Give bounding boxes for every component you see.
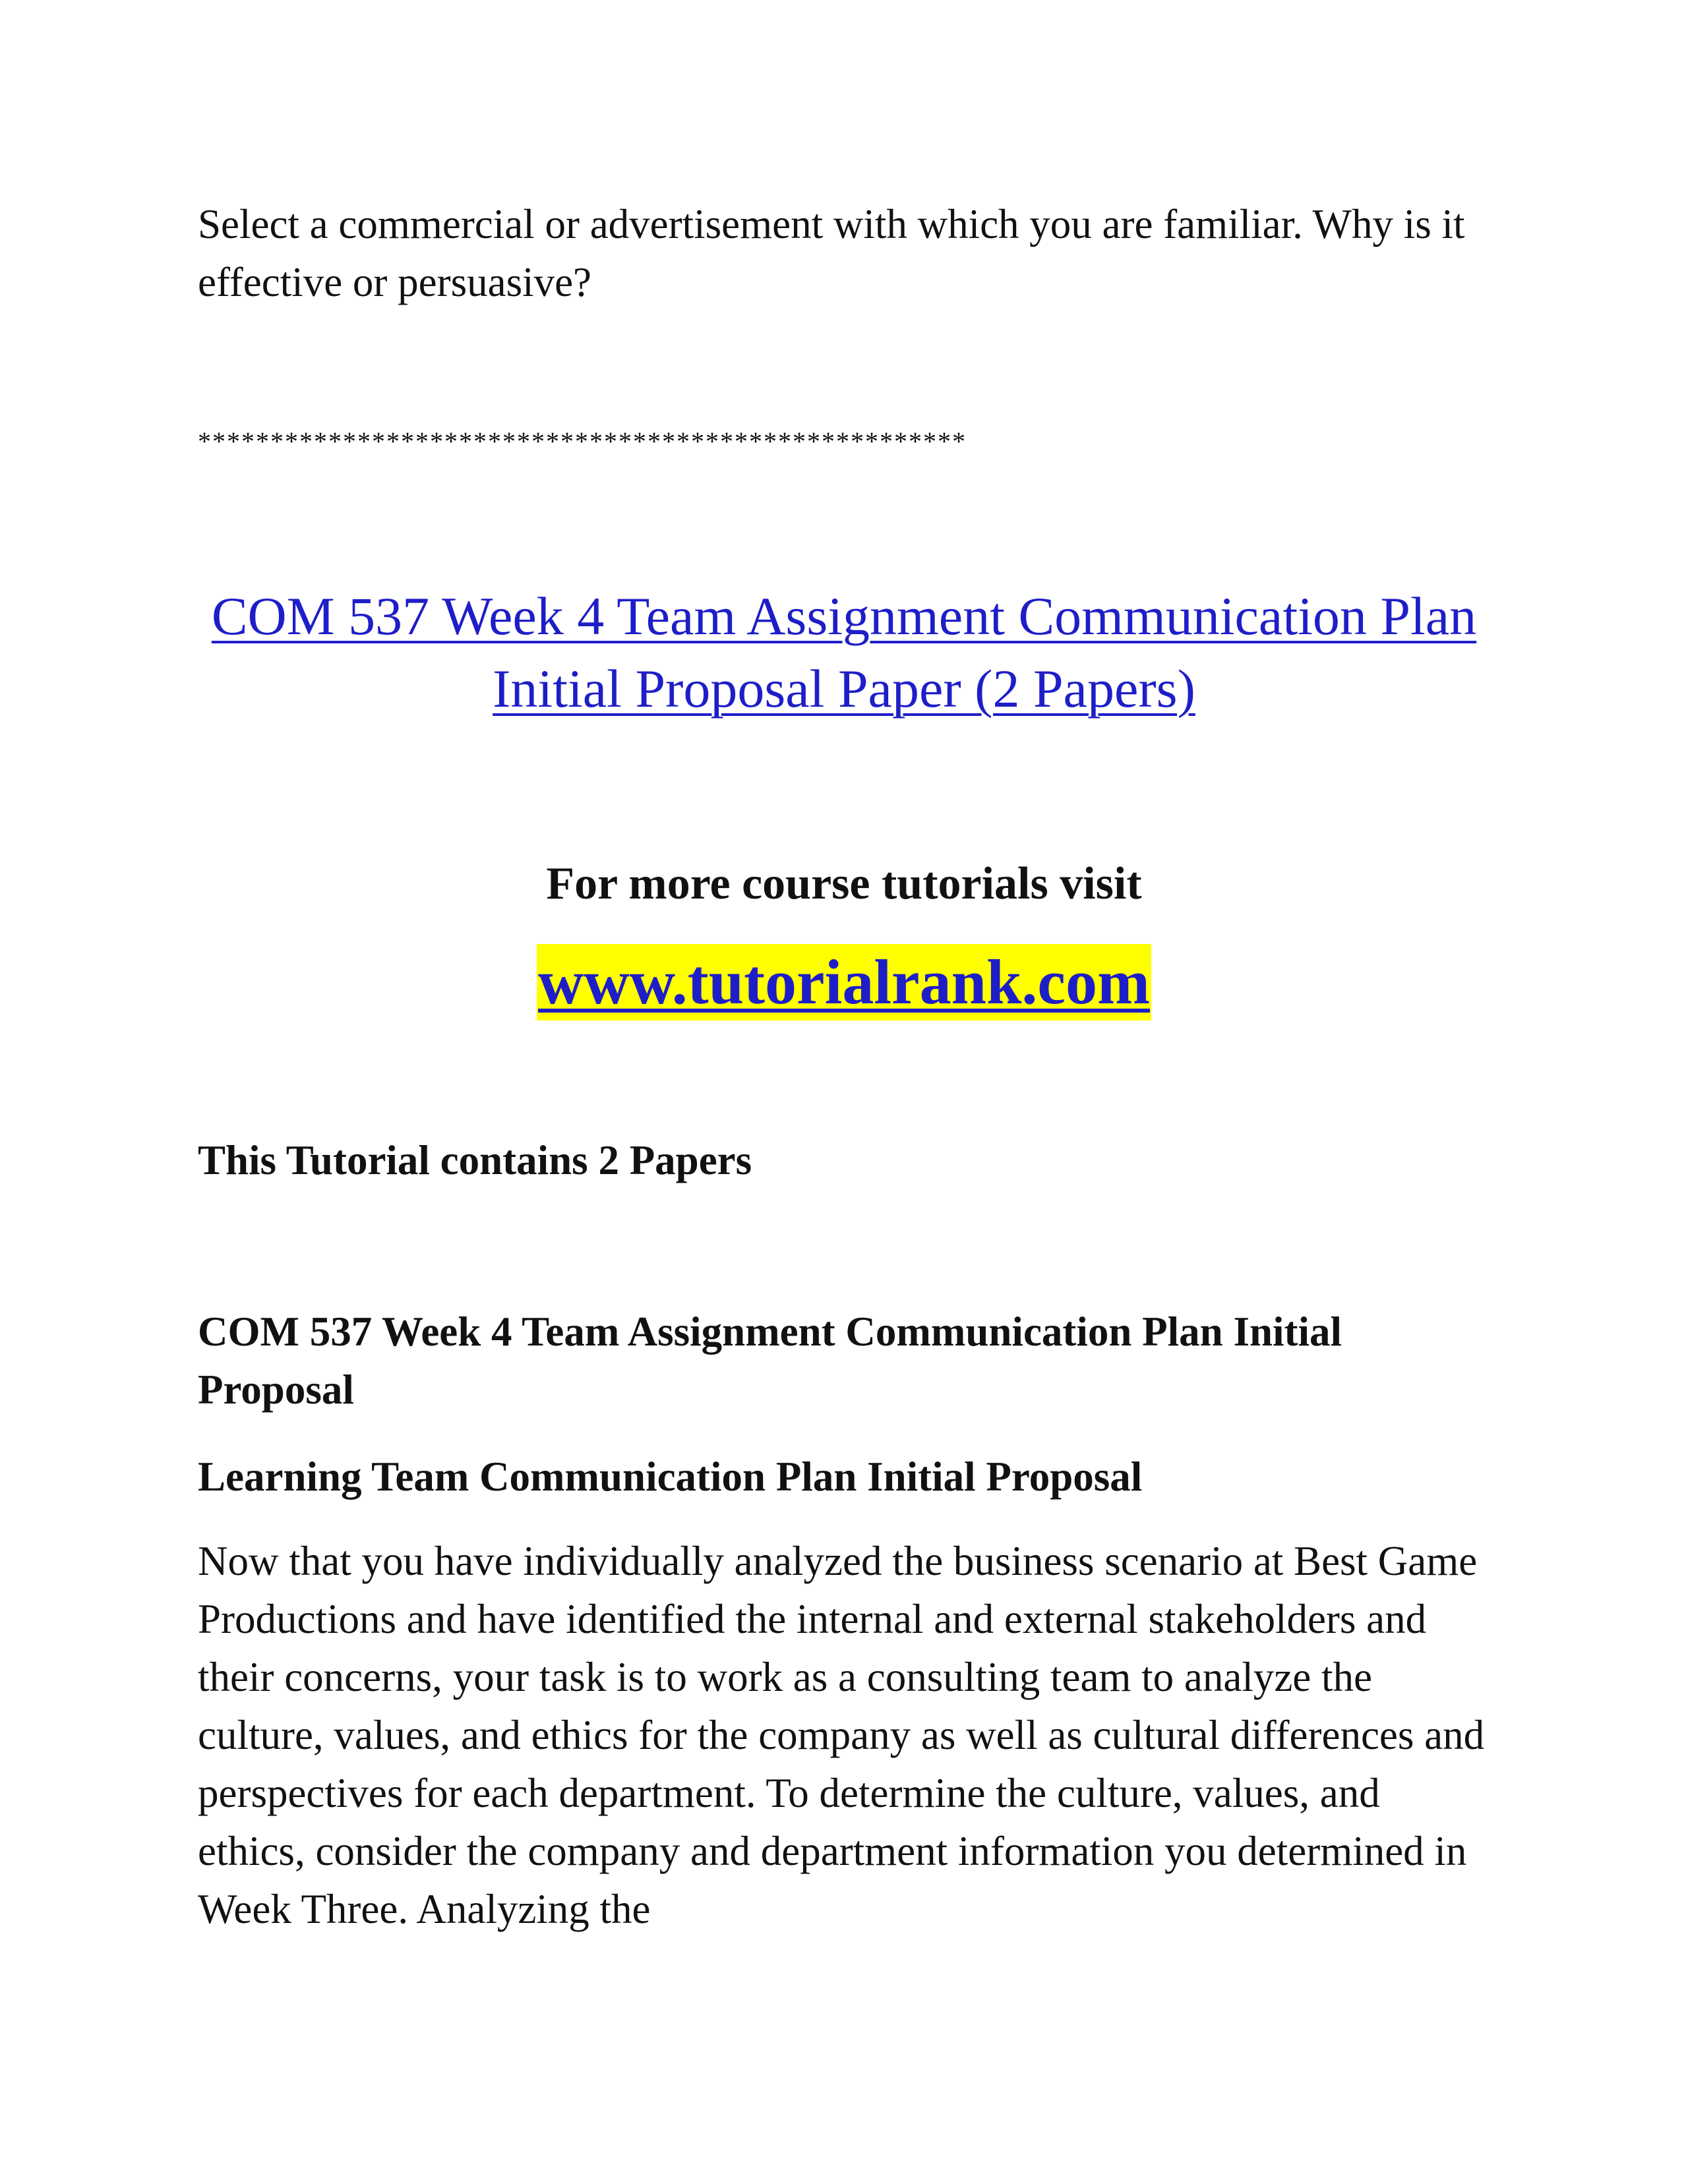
title-link[interactable]: COM 537 Week 4 Team Assignment Communication Plan Initial Proposal Paper (2 Papers) <box>211 586 1477 719</box>
visit-label: For more course tutorials visit <box>546 858 1142 909</box>
contains-heading: This Tutorial contains 2 Papers <box>198 1137 752 1183</box>
section-subtitle: Learning Team Communication Plan Initial Proposal <box>198 1454 1143 1500</box>
section-title: COM 537 Week 4 Team Assignment Communication Plan Initial Proposal <box>198 1309 1342 1413</box>
website-container <box>0 944 1688 1020</box>
website-link[interactable]: www.tutorialrank.com <box>537 944 1151 1020</box>
separator-line: ***************************************************** <box>198 427 967 456</box>
intro-question: Select a commercial or advertisement with which you are familiar. Why is it effective or persuasive? <box>198 201 1465 305</box>
title-link-container <box>198 580 1490 725</box>
body-paragraph: Now that you have individually analyzed the business scenario at Best Game Productions and have identified the internal and external stakeholders and their concerns, your task is to work as a consulting team to analyze the culture, values, and ethics for the company as well as cultural differences and perspectives for each department. To determine the culture, values, and ethics, consider the company and department information you determined in Week Three. Analyzing the <box>198 1538 1485 1932</box>
